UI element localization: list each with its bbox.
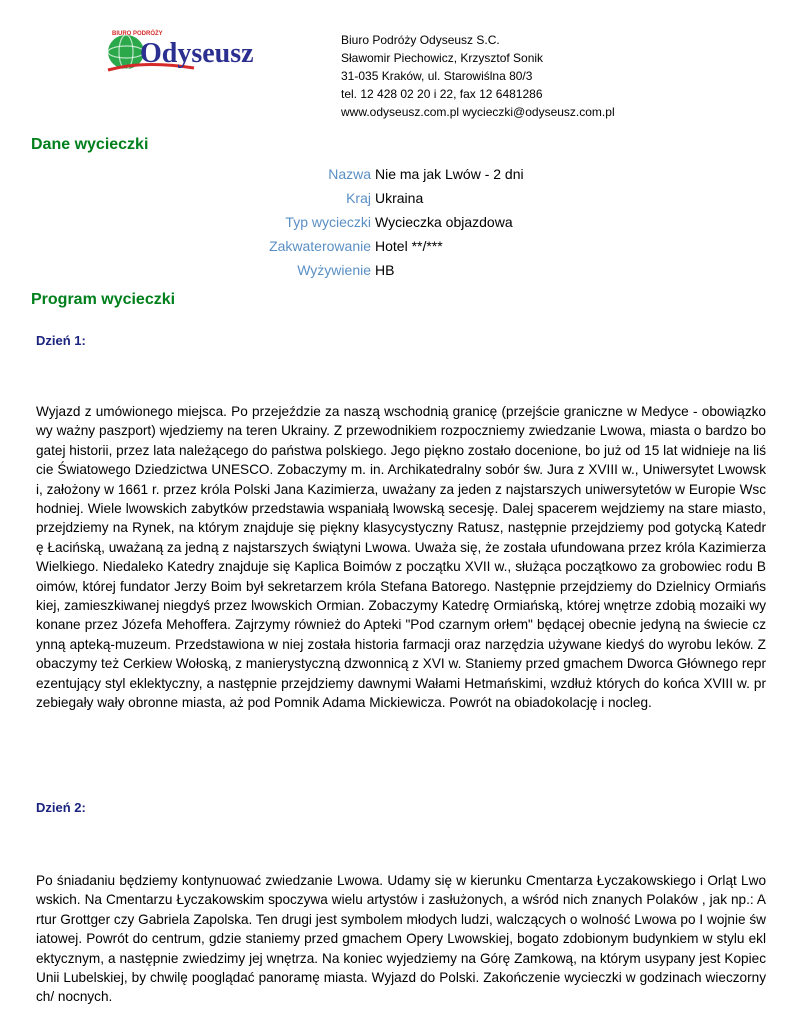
- field-value: Wycieczka objazdowa: [375, 214, 513, 230]
- company-address: 31-035 Kraków, ul. Starowiślna 80/3: [341, 69, 533, 83]
- day-2-description: Po śniadaniu będziemy kontynuować zwiedzanie Lwowa. Udamy się w kierunku Cmentarza Łyczakowskiego i Orląt Lwowskich. Na Cmentarzu Łyczakowskim spoczywa wielu artystów i zasłużonych, a wśród nich znanych Polaków , jak np.: Artur Grottger czy Gabriela Zapolska. Ten drugi jest symbolem młodych ludzi, walczących o wolność Lwowa po I wojnie światowej. Powrót do centrum, gdzie staniemy przed gmachem Opery Lwowskiej, bogato zdobionym budynkiem w stylu eklektycznym, a następnie zwiedzimy jej wnętrza. Na koniec wyjedziemy na Górę Zamkową, na którym usypany jest Kopiec Unii Lubelskiej, by chwilę pooglądać panoramę miasta. Wyjazd do Polski. Zakończenie wycieczki w godzinach wieczornych/ nocnych.: [36, 873, 766, 1005]
- logo-arc-text: BIURO PODRÓŻY: [112, 31, 163, 37]
- field-label: Wyżywienie: [297, 262, 371, 278]
- day-2-label: Dzień 2:: [36, 800, 86, 815]
- field-country: [0, 188, 791, 212]
- trip-details-list: [0, 164, 791, 284]
- field-label: Typ wycieczki: [285, 214, 371, 230]
- logo-wordmark: Odyseusz: [140, 38, 254, 69]
- company-phone: tel. 12 428 02 20 i 22, fax 12 6481286: [341, 87, 543, 101]
- field-trip-type: [0, 212, 791, 236]
- company-logo: [104, 26, 304, 76]
- field-value: Ukraina: [375, 190, 424, 206]
- company-contact: [341, 31, 615, 121]
- day-1-label: Dzień 1:: [36, 333, 86, 348]
- day-1-description: Wyjazd z umówionego miejsca. Po przejeździe za naszą wschodnią granicę (przejście graniczne w Medyce - obowiązkowy ważny paszport) wjedziemy na teren Ukrainy. Z przewodnikiem rozpoczniemy zwiedzanie Lwowa, miasta o bardzo bogatej historii, przez lata należącego do państwa polskiego. Jego piękno zostało docenione, bo już od 15 lat widnieje na liście Światowego Dziedzictwa UNESCO. Zobaczymy m. in. Archikatedralny sobór św. Jura z XVIII w., Uniwersytet Lwowski, założony w 1661 r. przez króla Polski Jana Kazimierza, uważany za jeden z najstarszych uniwersytetów w Europie Wschodniej. Wiele lwowskich zabytków przedstawia wspaniałą lwowską secesję. Dalej spacerem wejdziemy na stare miasto, przejdziemy na Rynek, na którym znajduje się piękny klasycystyczny Ratusz, następnie przejdziemy pod gotycką Katedrę Łacińską, uważaną za jedną z najstarszych świątyni Lwowa. Uważa się, że została ufundowana przez króla Kazimierza Wielkiego. Niedaleko Katedry znajduje się Kaplica Boimów z początku XVII w., służąca początkowo za grobowiec rodu Boimów, której fundator Jerzy Boim był sekretarzem króla Stefana Batorego. Następnie przejdziemy do Dzielnicy Ormiańskiej, zamieszkiwanej niegdyś przez lwowskich Ormian. Zobaczymy Katedrę Ormiańską, której wnętrze zdobią mozaiki wykonane przez Józefa Mehoffera. Zajrzymy również do Apteki "Pod czarnym orłem" będącej obecnie jedyną na świecie czynną apteką-muzeum. Przedstawiona w niej została historia farmacji oraz narzędzia używane kiedyś do wyrobu leków. Zobaczymy też Cerkiew Wołoską, z manierystyczną dzwonnicą z XVI w. Staniemy przed gmachem Dworca Głównego reprezentujący styl eklektyczny, a następnie przejdziemy dawnymi Wałami Hetmańskimi, wzdłuż których do końca XVIII w. przebiegały wały obronne miasta, aż pod Pomnik Adama Mickiewicza. Powrót na obiadokolację i nocleg.: [36, 404, 766, 711]
- logo-graphic: [104, 26, 304, 76]
- company-web[interactable]: www.odyseusz.com.pl wycieczki@odyseusz.com.pl: [341, 105, 615, 119]
- trip-details-heading: Dane wycieczki: [31, 136, 149, 153]
- program-heading: Program wycieczki: [31, 291, 176, 308]
- field-label: Zakwaterowanie: [269, 238, 371, 254]
- field-value: Hotel **/***: [375, 238, 443, 254]
- field-name: [0, 164, 791, 188]
- company-owners: Sławomir Piechowicz, Krzysztof Sonik: [341, 51, 544, 65]
- company-name: Biuro Podróży Odyseusz S.C.: [341, 33, 500, 47]
- field-label: Nazwa: [328, 166, 371, 182]
- field-meals: [0, 260, 791, 284]
- field-value: HB: [375, 262, 395, 278]
- field-accommodation: [0, 236, 791, 260]
- field-label: Kraj: [346, 190, 371, 206]
- field-value: Nie ma jak Lwów - 2 dni: [375, 166, 524, 182]
